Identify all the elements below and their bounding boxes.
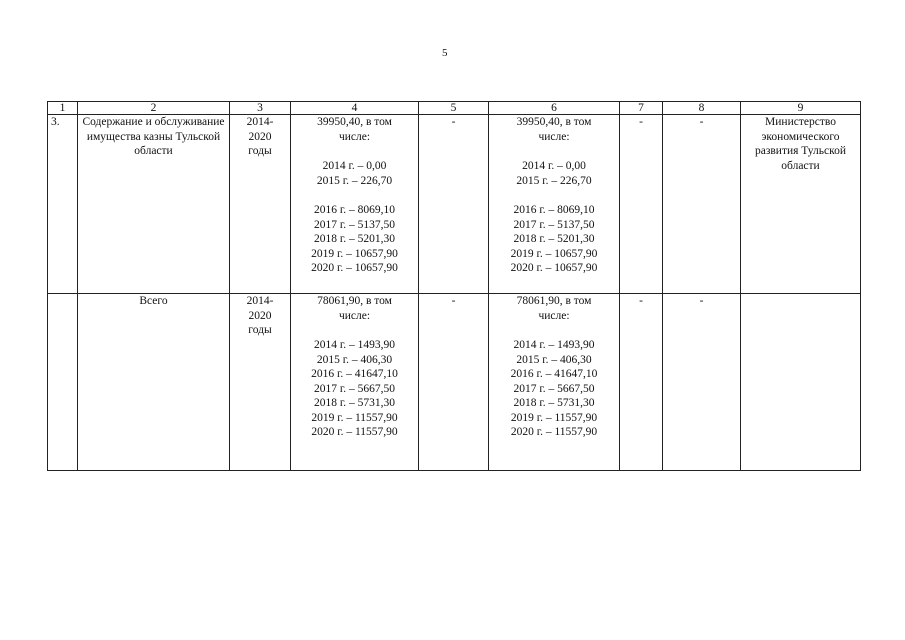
total-intro: 78061,90, в том <box>516 295 592 307</box>
year-value: 2015 г. – 406,30 <box>516 353 592 366</box>
header-cell: 2 <box>78 102 230 115</box>
period-line: 2014- <box>246 116 274 128</box>
year-value: 2018 г. – 5731,30 <box>313 397 396 409</box>
header-cell: 1 <box>48 102 78 115</box>
row-number <box>48 294 78 471</box>
year-value: 2014 г. – 0,00 <box>522 160 586 172</box>
col5-cell: - <box>419 294 489 471</box>
year-value: 2017 г. – 5137,50 <box>313 218 396 231</box>
year-value: 2018 г. – 5201,30 <box>513 233 595 245</box>
year-value: 2019 г. – 10657,90 <box>510 247 598 260</box>
year-value: 2016 г. – 8069,10 <box>313 204 396 216</box>
period-line: годы <box>248 324 272 336</box>
year-value: 2020 г. – 11557,90 <box>311 426 398 438</box>
table-row <box>48 294 861 471</box>
col5-cell: - <box>419 115 489 294</box>
year-value: 2019 г. – 11557,90 <box>311 411 398 424</box>
year-value: 2015 г. – 406,30 <box>316 353 393 366</box>
year-value: 2016 г. – 8069,10 <box>513 204 595 216</box>
total-funding-cell <box>291 294 419 471</box>
header-cell: 9 <box>741 102 861 115</box>
year-value: 2019 г. – 11557,90 <box>510 411 598 424</box>
activity-name-text: Содержание и обслуживание имущества казны Тульской области <box>82 116 225 157</box>
year-value: 2020 г. – 10657,90 <box>510 262 598 274</box>
row-number: 3. <box>48 115 78 294</box>
period-line: 2014- <box>246 295 274 307</box>
program-table <box>47 101 861 471</box>
header-cell: 3 <box>230 102 291 115</box>
header-cell: 8 <box>663 102 741 115</box>
year-value: 2017 г. – 5137,50 <box>513 218 595 231</box>
period-line: 2020 <box>248 309 272 322</box>
responsible-cell <box>741 294 861 471</box>
year-value: 2020 г. – 11557,90 <box>510 426 598 438</box>
year-value: 2018 г. – 5731,30 <box>513 397 595 409</box>
year-value: 2016 г. – 41647,10 <box>510 368 598 380</box>
header-cell: 4 <box>291 102 419 115</box>
total-intro: числе: <box>538 309 570 322</box>
col8-cell: - <box>663 115 741 294</box>
col7-cell: - <box>620 115 663 294</box>
year-value: 2018 г. – 5201,30 <box>313 233 396 245</box>
activity-name <box>78 115 230 294</box>
year-value: 2014 г. – 1493,90 <box>313 339 396 351</box>
total-intro: числе: <box>338 130 371 143</box>
col7-cell: - <box>620 294 663 471</box>
year-value: 2017 г. – 5667,50 <box>313 382 396 395</box>
period-cell <box>230 115 291 294</box>
activity-name-text: Всего <box>139 295 168 307</box>
regional-funding-cell <box>489 115 620 294</box>
total-intro: 78061,90, в том <box>317 295 392 307</box>
year-value: 2014 г. – 0,00 <box>322 160 387 172</box>
activity-name <box>78 294 230 471</box>
year-value: 2019 г. – 10657,90 <box>311 247 398 260</box>
header-cell: 6 <box>489 102 620 115</box>
period-line: годы <box>248 145 272 157</box>
table-row <box>48 115 861 294</box>
year-value: 2015 г. – 226,70 <box>316 174 393 187</box>
total-intro: 39950,40, в том <box>516 116 592 128</box>
col8-cell: - <box>663 294 741 471</box>
year-value: 2016 г. – 41647,10 <box>311 368 398 380</box>
header-cell: 5 <box>419 102 489 115</box>
regional-funding-cell <box>489 294 620 471</box>
total-intro: числе: <box>538 130 570 143</box>
year-value: 2015 г. – 226,70 <box>516 174 592 187</box>
total-intro: числе: <box>338 309 371 322</box>
period-cell <box>230 294 291 471</box>
total-intro: 39950,40, в том <box>317 116 392 128</box>
period-line: 2020 <box>248 130 272 143</box>
year-value: 2020 г. – 10657,90 <box>311 262 398 274</box>
responsible-cell <box>741 115 861 294</box>
responsible-text: Министерство экономического развития Тульской области <box>754 116 847 172</box>
year-value: 2017 г. – 5667,50 <box>513 382 595 395</box>
header-row <box>48 102 861 115</box>
year-value: 2014 г. – 1493,90 <box>513 339 595 351</box>
page-number: 5 <box>442 47 448 59</box>
header-cell: 7 <box>620 102 663 115</box>
total-funding-cell <box>291 115 419 294</box>
